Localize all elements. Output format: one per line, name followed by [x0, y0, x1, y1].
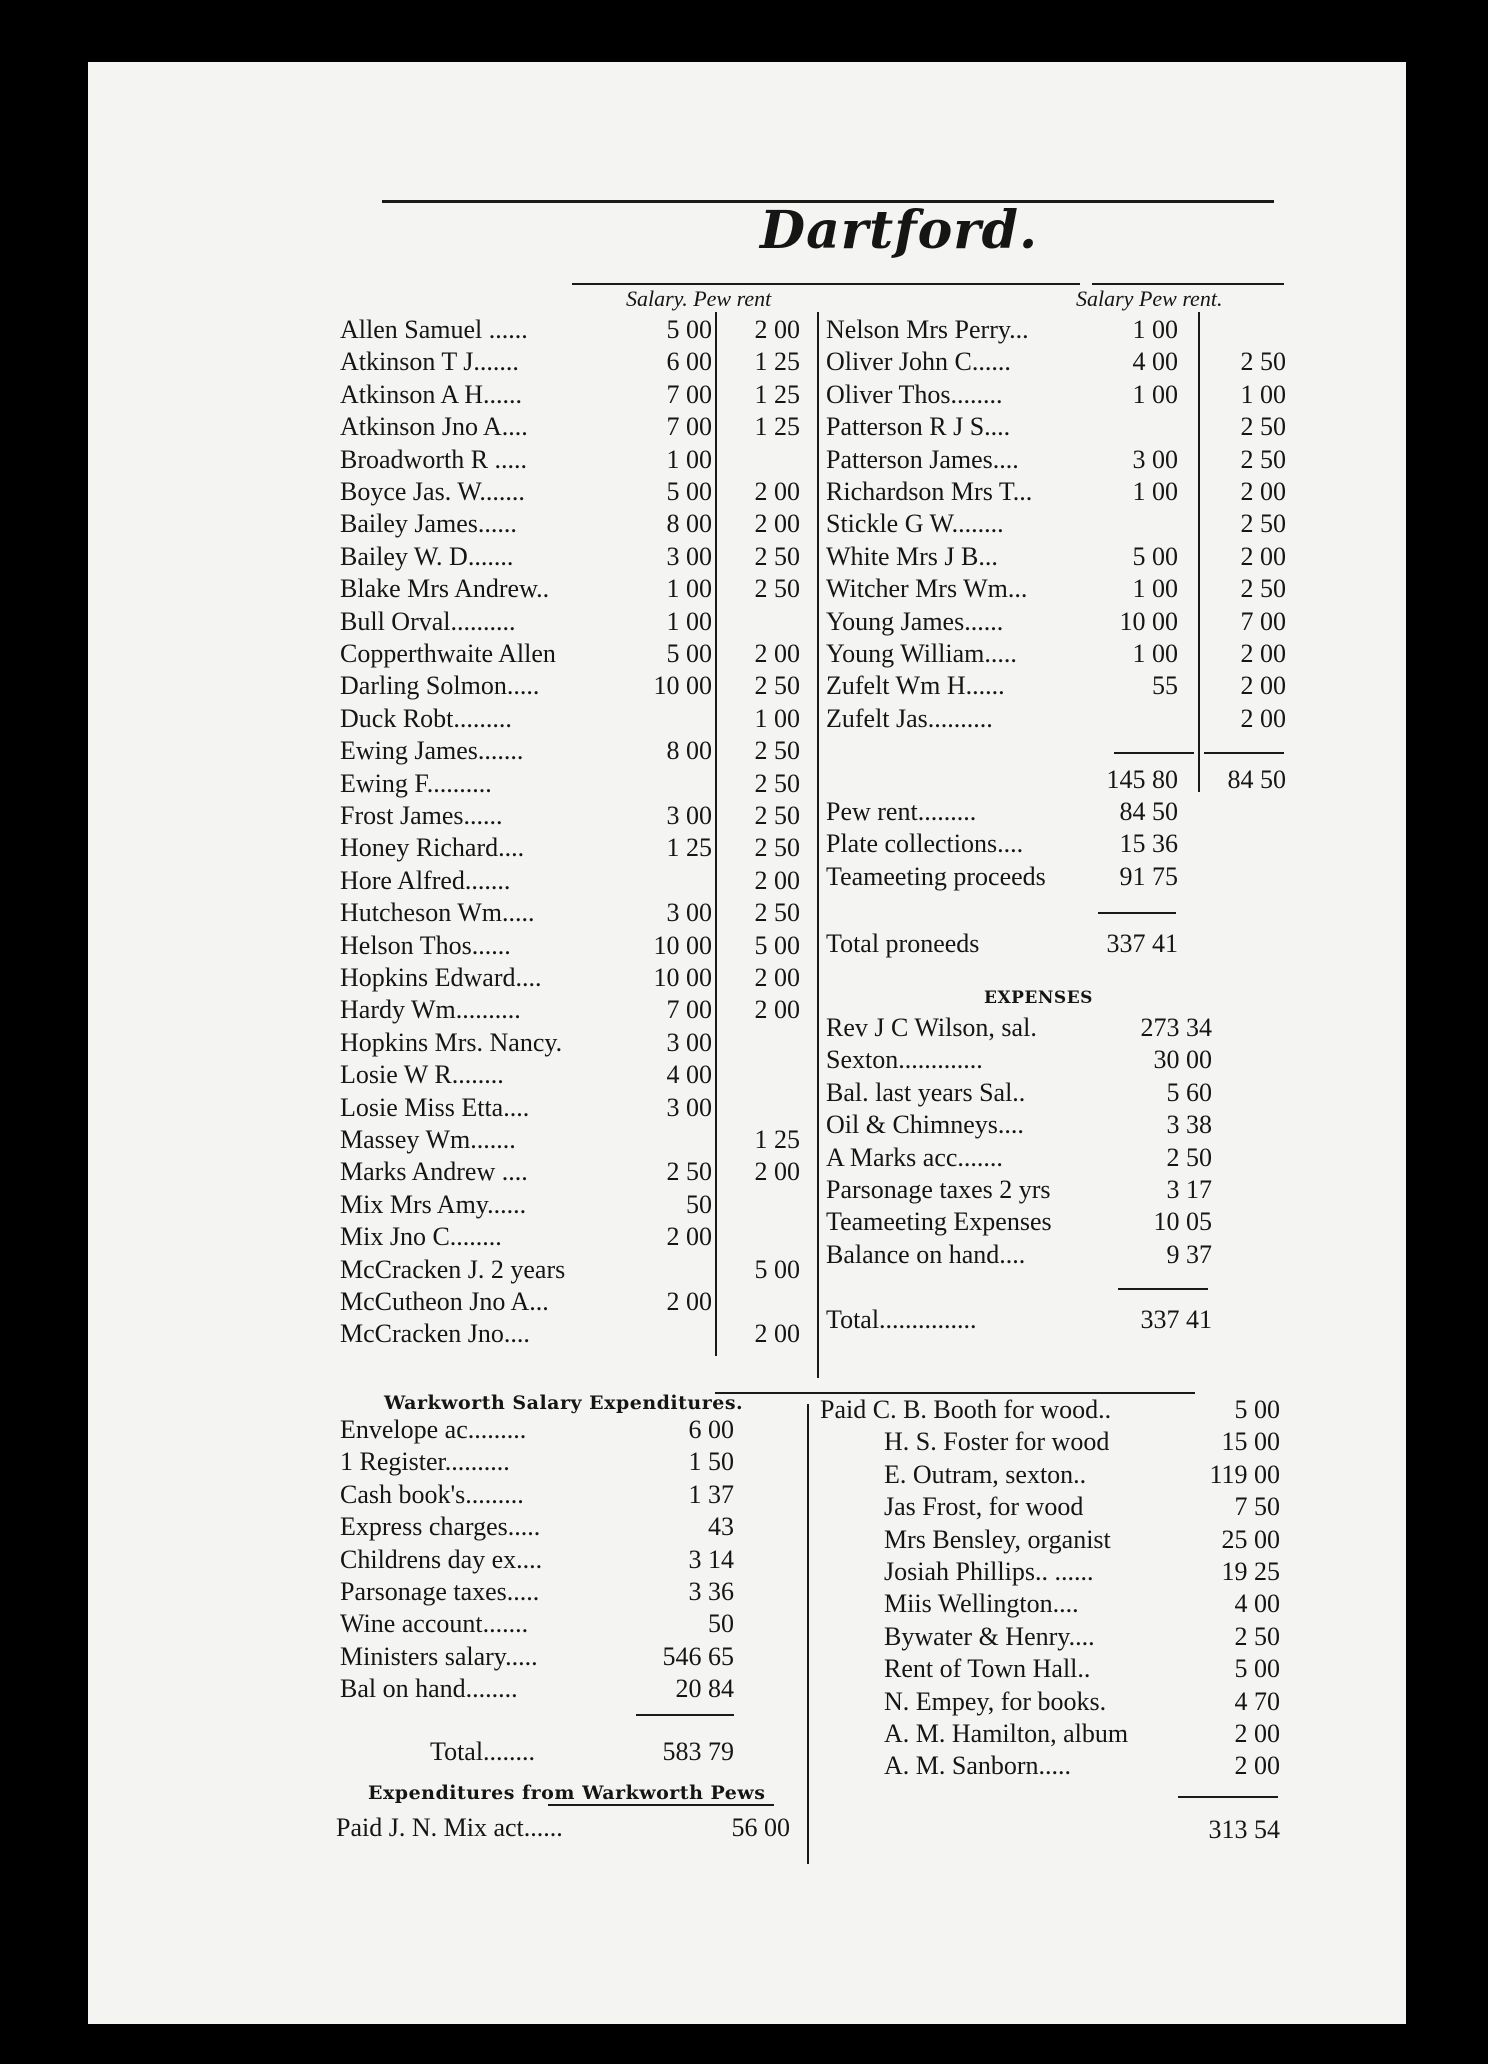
subscriber-row [340, 768, 808, 800]
entry-name: Envelope ac......... [340, 1415, 527, 1444]
entry-name: Bailey W. D....... [340, 541, 514, 571]
left-column-header: Salary. Pew rent [626, 286, 772, 311]
entry-name: Frost James...... [340, 801, 503, 830]
entry-name: Patterson R J S.... [826, 412, 1011, 442]
warkworth-amount: 20 84 [675, 1674, 734, 1704]
subscriber-row [340, 314, 808, 346]
payment-row [884, 1459, 1280, 1491]
pew-rent-amount: 2 50 [754, 671, 800, 701]
proceeds-amount: 84 50 [1119, 797, 1178, 826]
pew-rent-amount: 2 50 [1240, 509, 1286, 539]
payment-amount: 15 00 [1221, 1427, 1280, 1457]
subtotal-rule [1114, 752, 1194, 754]
entry-name: Stickle G W........ [826, 509, 1004, 539]
salary-amount: 2 00 [666, 1222, 712, 1252]
payment-row [884, 1588, 1280, 1620]
warkworth-row [340, 1446, 734, 1478]
entry-name: Mix Mrs Amy...... [340, 1189, 527, 1219]
expense-row [826, 1174, 1212, 1206]
expense-amount: 3 17 [1166, 1175, 1212, 1204]
pew-rent-amount: 1 25 [754, 379, 800, 409]
entry-name: Darling Solmon..... [340, 671, 540, 701]
entry-name: Young James...... [826, 606, 1004, 636]
pew-rent-amount: 2 50 [754, 736, 800, 766]
subscriber-row [340, 1318, 808, 1350]
entry-name: Hutcheson Wm..... [340, 898, 535, 928]
payment-row [884, 1718, 1280, 1750]
pew-rent-amount: 7 00 [1240, 606, 1286, 636]
expense-amount: 3 38 [1166, 1110, 1212, 1140]
salary-amount: 1 00 [1132, 574, 1178, 604]
paid-rule [1178, 1796, 1278, 1798]
subtotal-rule [1204, 752, 1284, 754]
entry-name: Ewing F.......... [340, 768, 492, 798]
subscriber-row [340, 832, 808, 864]
entry-name: Miis Wellington.... [884, 1589, 1079, 1619]
pew-rent-amount: 1 00 [1240, 379, 1286, 409]
entry-name: Bywater & Henry.... [884, 1621, 1095, 1651]
entry-name: Hopkins Mrs. Nancy. [340, 1027, 563, 1057]
entry-name: A Marks acc....... [826, 1142, 1003, 1172]
warkworth-amount: 3 36 [688, 1577, 734, 1606]
entry-name: Josiah Phillips.. ...... [884, 1557, 1094, 1586]
pew-rent-amount: 2 50 [1240, 347, 1286, 377]
payment-amount: 5 00 [1234, 1654, 1280, 1684]
entry-name: Bal on hand........ [340, 1674, 518, 1704]
entry-name: E. Outram, sexton.. [884, 1459, 1087, 1489]
entry-name: Young William..... [826, 639, 1017, 668]
entry-name: Losie Miss Etta.... [340, 1092, 530, 1122]
warkworth-amount: 50 [708, 1609, 734, 1639]
pew-rent-amount: 2 00 [754, 509, 800, 539]
entry-name: Ewing James....... [340, 736, 524, 766]
subscriber-row [340, 1254, 808, 1286]
salary-amount: 3 00 [666, 898, 712, 928]
expense-row [826, 1044, 1212, 1076]
entry-name: Ministers salary..... [340, 1641, 538, 1671]
expense-row [826, 1142, 1212, 1174]
warkworth-row [340, 1511, 734, 1543]
entry-name: Losie W R........ [340, 1060, 504, 1090]
salary-amount: 5 00 [666, 639, 712, 668]
payment-amount: 119 00 [1209, 1459, 1280, 1489]
payment-row [884, 1621, 1280, 1653]
entry-name: Jas Frost, for wood [884, 1492, 1084, 1522]
pews-heading: Expenditures from Warkworth Pews [368, 1782, 766, 1804]
entry-name: Paid C. B. Booth for wood.. [820, 1395, 1112, 1424]
entry-name: Total proneeds [826, 929, 980, 958]
proceeds-amount: 15 36 [1119, 829, 1178, 859]
subscriber-row [826, 606, 1294, 638]
expenses-rule [1118, 1288, 1208, 1290]
entry-name: H. S. Foster for wood [884, 1427, 1110, 1457]
subscriber-row [826, 638, 1294, 670]
salary-amount: 7 00 [666, 379, 712, 409]
entry-name: Atkinson Jno A.... [340, 412, 528, 442]
salary-amount: 1 00 [666, 606, 712, 636]
warkworth-amount: 546 65 [662, 1641, 734, 1671]
pew-rent-amount: 1 25 [754, 347, 800, 377]
expense-row [826, 1012, 1212, 1044]
salary-amount: 7 00 [666, 412, 712, 442]
pew-rent-total: 84 50 [1227, 765, 1286, 794]
entry-name: Boyce Jas. W....... [340, 477, 525, 506]
pew-rent-amount: 1 00 [754, 703, 800, 733]
expense-row [826, 1239, 1212, 1271]
subscriber-row [340, 1286, 808, 1318]
subscriber-row [826, 703, 1294, 735]
pew-rent-amount: 2 00 [1240, 541, 1286, 571]
salary-amount: 1 00 [1132, 315, 1178, 344]
subscriber-row [826, 379, 1294, 411]
entry-name: McCracken Jno.... [340, 1319, 530, 1349]
entry-name: Parsonage taxes 2 yrs [826, 1175, 1051, 1204]
salary-amount: 5 00 [1132, 541, 1178, 571]
entry-name: Marks Andrew .... [340, 1157, 528, 1187]
entry-name: Zufelt Jas.......... [826, 703, 993, 733]
warkworth-amount: 3 14 [688, 1544, 734, 1574]
expense-row [826, 1206, 1212, 1238]
entry-name: A. M. Sanborn..... [884, 1751, 1072, 1781]
subscriber-row [826, 314, 1294, 346]
entry-name: Copperthwaite Allen [340, 639, 556, 668]
entry-name: Oliver John C...... [826, 347, 1011, 377]
entry-name: A. M. Hamilton, album [884, 1719, 1129, 1748]
pew-rent-amount: 2 00 [1240, 703, 1286, 733]
pew-rent-amount: 2 00 [754, 1319, 800, 1349]
entry-name: Helson Thos...... [340, 930, 511, 960]
warkworth-amount: 1 50 [688, 1447, 734, 1477]
subscriber-row [826, 411, 1294, 443]
warkworth-row [340, 1641, 734, 1673]
subscriber-row [340, 508, 808, 540]
salary-amount: 1 25 [666, 833, 712, 863]
pew-rent-amount: 2 00 [1240, 477, 1286, 506]
salary-amount: 3 00 [666, 541, 712, 571]
subscriber-row [826, 670, 1294, 702]
warkworth-row [340, 1414, 734, 1446]
entry-name: Bailey James...... [340, 509, 517, 539]
salary-amount: 3 00 [666, 1027, 712, 1057]
payment-amount: 4 00 [1234, 1589, 1280, 1619]
entry-name: Atkinson A H...... [340, 379, 523, 409]
entry-name: Wine account....... [340, 1609, 529, 1639]
pew-rent-amount: 2 50 [1240, 412, 1286, 442]
entry-name: Oliver Thos........ [826, 379, 1003, 409]
salary-amount: 50 [686, 1189, 712, 1219]
subscriber-row [340, 1059, 808, 1091]
entry-name: Rent of Town Hall.. [884, 1654, 1091, 1684]
expense-amount: 273 34 [1140, 1013, 1212, 1042]
subscriber-row [340, 379, 808, 411]
subscriber-row [340, 930, 808, 962]
entry-name: 1 Register.......... [340, 1447, 510, 1477]
payment-row [884, 1491, 1280, 1523]
page-title: Dartford. [760, 200, 1039, 261]
total-proceeds-row [826, 928, 1178, 960]
pew-rent-amount: 2 50 [1240, 574, 1286, 604]
entry-name: Honey Richard.... [340, 833, 525, 863]
salary-amount: 10 00 [653, 671, 712, 701]
warkworth-total-amount: 583 79 [662, 1737, 734, 1766]
entry-name: Teameeting Expenses [826, 1207, 1052, 1237]
subscriber-row [340, 444, 808, 476]
salary-amount: 1 00 [1132, 639, 1178, 668]
proceeds-row [826, 796, 1178, 828]
pew-rent-amount: 2 50 [754, 768, 800, 798]
warkworth-amount: 6 00 [688, 1415, 734, 1444]
subscriber-row [826, 573, 1294, 605]
salary-amount: 8 00 [666, 509, 712, 539]
entry-name: McCutheon Jno A... [340, 1287, 549, 1316]
expense-amount: 10 05 [1153, 1207, 1212, 1237]
proceeds-row [826, 828, 1178, 860]
entry-name: Bull Orval.......... [340, 606, 516, 636]
salary-amount: 1 00 [666, 574, 712, 604]
salary-amount: 4 00 [666, 1060, 712, 1090]
expenses-total-amount: 337 41 [1140, 1305, 1212, 1334]
warkworth-row [340, 1576, 734, 1608]
entry-name: Nelson Mrs Perry... [826, 315, 1029, 344]
right-column-header: Salary Pew rent. [1076, 286, 1223, 311]
salary-amount: 10 00 [653, 930, 712, 960]
subscriber-row [340, 1092, 808, 1124]
entry-name: Rev J C Wilson, sal. [826, 1013, 1037, 1042]
payment-row [884, 1556, 1280, 1588]
entry-name: Mix Jno C........ [340, 1222, 502, 1252]
warkworth-row [340, 1479, 734, 1511]
entry-name: Teameeting proceeds [826, 861, 1046, 891]
subscriber-row [340, 573, 808, 605]
pews-expenditure-amount: 56 00 [731, 1813, 790, 1842]
warkworth-rule [636, 1714, 734, 1716]
proceeds-amount: 91 75 [1119, 861, 1178, 891]
subscriber-row [340, 735, 808, 767]
salary-amount: 10 00 [653, 963, 712, 992]
entry-name: N. Empey, for books. [884, 1686, 1107, 1716]
subscriber-row [340, 638, 808, 670]
entry-name: Oil & Chimneys.... [826, 1110, 1024, 1140]
header-rule-right [1092, 283, 1284, 285]
total-proceeds-amount: 337 41 [1106, 929, 1178, 958]
expense-amount: 5 60 [1166, 1077, 1212, 1107]
entry-name: Allen Samuel ...... [340, 315, 528, 344]
salary-amount: 3 00 [666, 1092, 712, 1122]
entry-name: Duck Robt......... [340, 703, 512, 733]
expenses-total-row [826, 1304, 1212, 1336]
entry-name: Massey Wm....... [340, 1125, 516, 1154]
entry-name: Broadworth R ..... [340, 444, 528, 474]
header-rule-left [572, 283, 1080, 285]
payment-row [884, 1686, 1280, 1718]
expense-amount: 2 50 [1166, 1142, 1212, 1172]
payment-amount: 7 50 [1234, 1492, 1280, 1522]
salary-amount: 55 [1152, 671, 1178, 701]
salary-amount: 6 00 [666, 347, 712, 377]
warkworth-row [340, 1673, 734, 1705]
entry-name: Childrens day ex.... [340, 1544, 543, 1574]
pew-rent-amount: 5 00 [754, 1254, 800, 1284]
payment-amount: 19 25 [1221, 1557, 1280, 1586]
proceeds-row [826, 861, 1178, 893]
subscriber-row [826, 444, 1294, 476]
pew-rent-amount: 2 50 [754, 833, 800, 863]
salary-amount: 4 00 [1132, 347, 1178, 377]
entry-name: Parsonage taxes..... [340, 1577, 540, 1606]
payment-amount: 25 00 [1221, 1524, 1280, 1554]
expense-amount: 30 00 [1153, 1045, 1212, 1075]
entry-name: Witcher Mrs Wm... [826, 574, 1028, 604]
entry-name: Zufelt Wm H...... [826, 671, 1005, 701]
entry-name: Cash book's......... [340, 1479, 524, 1509]
pew-rent-amount: 2 00 [754, 865, 800, 895]
salary-amount: 1 00 [1132, 477, 1178, 506]
salary-amount: 10 00 [1119, 606, 1178, 636]
pew-rent-amount: 2 50 [1240, 444, 1286, 474]
warkworth-amount: 43 [708, 1512, 734, 1542]
entry-name: Patterson James.... [826, 444, 1019, 474]
pew-rent-amount: 5 00 [754, 930, 800, 960]
pew-rent-amount: 1 25 [754, 412, 800, 442]
subscriber-row [340, 800, 808, 832]
subscriber-row [340, 1189, 808, 1221]
warkworth-amount: 1 37 [688, 1479, 734, 1509]
subscriber-row [340, 670, 808, 702]
entry-name: Sexton............. [826, 1045, 983, 1075]
subscriber-row [340, 346, 808, 378]
subscriber-row [340, 541, 808, 573]
expense-row [826, 1109, 1212, 1141]
entry-name: McCracken J. 2 years [340, 1254, 566, 1284]
entry-name: Plate collections.... [826, 829, 1024, 859]
payment-amount: 5 00 [1234, 1395, 1280, 1424]
entry-name: Balance on hand.... [826, 1239, 1026, 1269]
expense-amount: 9 37 [1166, 1239, 1212, 1269]
expenses-heading: EXPENSES [984, 988, 1093, 1008]
subscriber-row [826, 541, 1294, 573]
salary-amount: 3 00 [666, 801, 712, 830]
entry-name: Paid J. N. Mix act...... [336, 1813, 563, 1842]
payments-total: 313 54 [1208, 1815, 1280, 1844]
pew-rent-amount: 2 00 [754, 315, 800, 344]
proceeds-rule [1098, 912, 1176, 914]
salary-amount: 2 50 [666, 1157, 712, 1187]
salary-amount: 5 00 [666, 315, 712, 344]
pew-rent-amount: 2 50 [754, 898, 800, 928]
subscriber-row [340, 1027, 808, 1059]
pew-rent-amount: 2 00 [754, 1157, 800, 1187]
pews-heading-underline [548, 1804, 774, 1806]
entry-name: Bal. last years Sal.. [826, 1077, 1026, 1107]
subscriber-row [340, 606, 808, 638]
subscriber-row [340, 1156, 808, 1188]
payment-row [884, 1524, 1280, 1556]
salary-amount: 5 00 [666, 477, 712, 506]
subscriber-row [340, 1124, 808, 1156]
salary-total: 145 80 [1106, 765, 1178, 794]
subtotal-row [826, 764, 1294, 796]
subscriber-row [826, 346, 1294, 378]
pew-rent-amount: 2 00 [754, 639, 800, 668]
salary-amount: 8 00 [666, 736, 712, 766]
entry-name: Total........ [430, 1737, 536, 1766]
subscriber-row [340, 994, 808, 1026]
pew-rent-amount: 2 00 [754, 477, 800, 506]
subscriber-row [340, 962, 808, 994]
subscriber-row [826, 508, 1294, 540]
warkworth-heading: Warkworth Salary Expenditures. [384, 1392, 744, 1414]
pew-rent-amount: 2 00 [754, 995, 800, 1025]
subscriber-row [340, 865, 808, 897]
payment-row [820, 1394, 1280, 1426]
pew-rent-amount: 2 00 [1240, 639, 1286, 668]
warkworth-total-row [340, 1736, 734, 1768]
entry-name: White Mrs J B... [826, 541, 998, 571]
pew-rent-amount: 1 25 [754, 1125, 800, 1154]
entry-name: Mrs Bensley, organist [884, 1524, 1111, 1554]
entry-name: Hardy Wm.......... [340, 995, 521, 1025]
entry-name: Hore Alfred....... [340, 865, 511, 895]
subscriber-row [340, 1221, 808, 1253]
bottom-center-divider [807, 1404, 809, 1864]
pews-expenditure-row [336, 1812, 790, 1844]
subscriber-row [340, 411, 808, 443]
center-divider [817, 312, 819, 1378]
entry-name: Richardson Mrs T... [826, 477, 1033, 506]
salary-amount: 1 00 [666, 444, 712, 474]
entry-name: Pew rent......... [826, 797, 977, 826]
salary-amount: 3 00 [1132, 444, 1178, 474]
expense-row [826, 1077, 1212, 1109]
payment-amount: 2 50 [1234, 1621, 1280, 1651]
payment-amount: 2 00 [1234, 1719, 1280, 1748]
payment-row [884, 1653, 1280, 1685]
salary-amount: 7 00 [666, 995, 712, 1025]
salary-amount: 2 00 [666, 1287, 712, 1316]
subscriber-row [340, 476, 808, 508]
entry-name: Total............... [826, 1305, 977, 1334]
entry-name: Blake Mrs Andrew.. [340, 574, 550, 604]
payment-amount: 2 00 [1234, 1751, 1280, 1781]
subscriber-row [826, 476, 1294, 508]
payment-row [884, 1750, 1280, 1782]
warkworth-row [340, 1544, 734, 1576]
payment-row [884, 1426, 1280, 1458]
pew-rent-amount: 2 00 [754, 963, 800, 992]
warkworth-row [340, 1608, 734, 1640]
subscriber-row [340, 703, 808, 735]
pew-rent-amount: 2 50 [754, 541, 800, 571]
entry-name: Hopkins Edward.... [340, 963, 542, 992]
salary-amount: 1 00 [1132, 379, 1178, 409]
entry-name: Atkinson T J....... [340, 347, 519, 377]
pew-rent-amount: 2 50 [754, 574, 800, 604]
payment-amount: 4 70 [1234, 1686, 1280, 1716]
pew-rent-amount: 2 00 [1240, 671, 1286, 701]
pew-rent-amount: 2 50 [754, 801, 800, 830]
subscriber-row [340, 897, 808, 929]
entry-name: Express charges..... [340, 1512, 541, 1542]
